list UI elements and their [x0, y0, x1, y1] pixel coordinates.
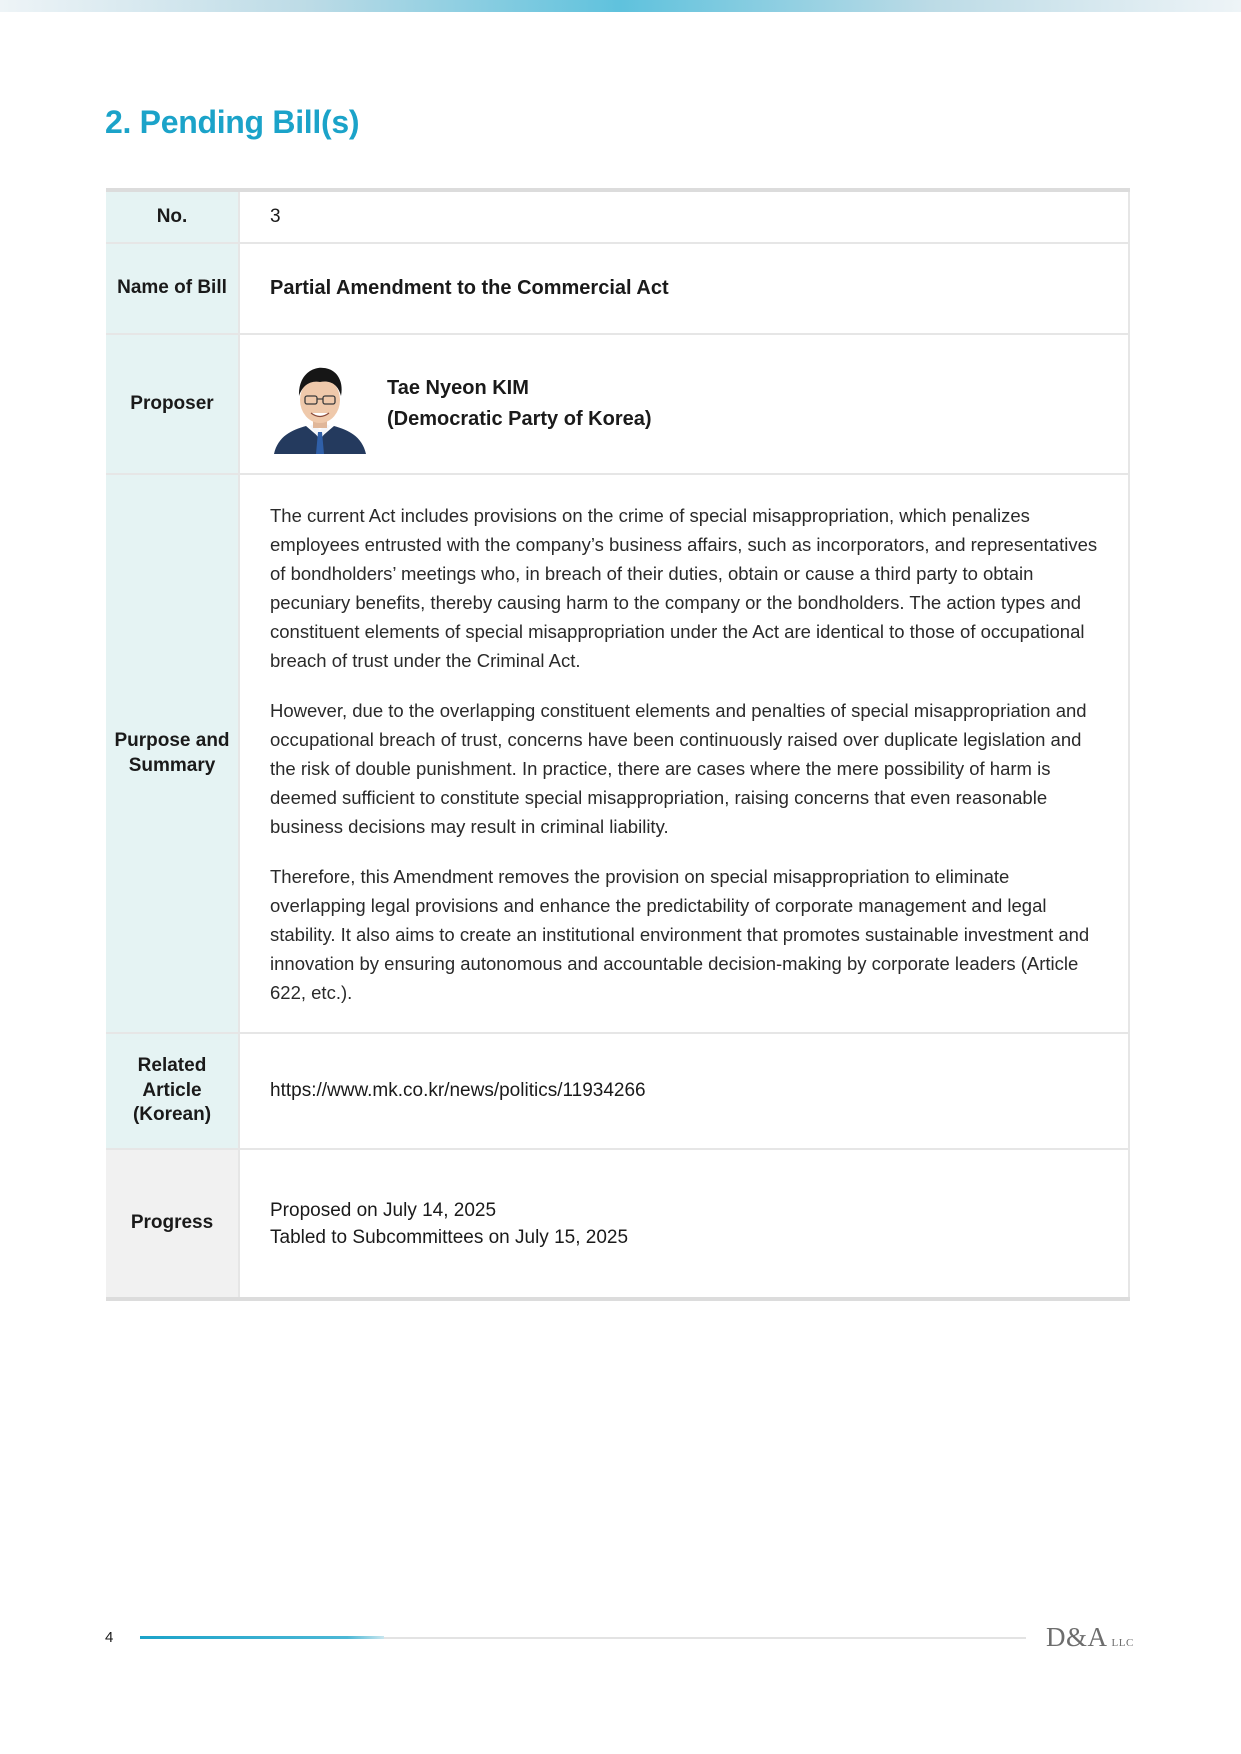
row-name [106, 243, 1129, 334]
row-purpose [106, 474, 1129, 1033]
progress-label: Progress [106, 1149, 239, 1299]
progress-line-2: Tabled to Subcommittees on July 15, 2025 [270, 1226, 629, 1248]
bill-name: Partial Amendment to the Commercial Act [270, 277, 669, 300]
progress-line-1: Proposed on July 14, 2025 [270, 1199, 497, 1221]
row-progress [106, 1149, 1129, 1299]
related-label: Related Article (Korean) [106, 1033, 239, 1149]
purpose-label: Purpose and Summary [106, 474, 239, 1033]
no-value: 3 [239, 190, 1129, 243]
proposer-wrap [270, 354, 1104, 454]
name-value-cell [239, 243, 1129, 334]
section-title: 2. Pending Bill(s) [105, 104, 360, 140]
related-article-link[interactable]: https://www.mk.co.kr/news/politics/11934266 [270, 1079, 646, 1101]
purpose-paragraph-1: The current Act includes provisions on the crime of special misappropriation, which penalizes employees entrusted with the company’s business affairs, such as incorporators, and representatives of bondholders’ meetings who, in breach of their duties, obtain or cause a third party to obtain pecuniary benefits, thereby causing harm to the company or the bondholders. The action types and constituent elements of special misappropriation under the Act are identical to those of occupational breach of trust under the Criminal Act. [270, 504, 1098, 671]
proposer-label: Proposer [106, 334, 239, 474]
no-label: No. [106, 190, 239, 243]
purpose-paragraph-2: However, due to the overlapping constituent elements and penalties of special misappropriation and occupational breach of trust, concerns have been continuously raised over duplicate legislation and the risk of double punishment. In practice, there are cases where the mere possibility of harm is deemed sufficient to constitute special misappropriation, raising concerns that even reasonable business decisions may result in criminal liability. [270, 699, 1087, 837]
row-proposer [106, 334, 1129, 474]
purpose-paragraph-3: Therefore, this Amendment removes the provision on special misappropriation to eliminate overlapping legal provisions and enhance the predictability of corporate management and legal stability. It also aims to create an institutional environment that promotes sustainable investment and innovation by ensuring autonomous and accountable decision-making by corporate leaders (Article 622, etc.). [270, 865, 1090, 1003]
bill-table [106, 188, 1130, 1301]
logo-text: D&A [1046, 1622, 1108, 1652]
proposer-name: Tae Nyeon KIM [387, 377, 529, 399]
footer-divider-accent [140, 1636, 384, 1639]
row-no [106, 190, 1129, 243]
proposer-text [387, 373, 652, 435]
top-gradient-bar [0, 0, 1241, 12]
name-label: Name of Bill [106, 243, 239, 334]
proposer-photo [270, 358, 370, 454]
logo-suffix: LLC [1111, 1637, 1134, 1649]
purpose-cell [239, 474, 1129, 1033]
progress-cell [239, 1149, 1129, 1299]
related-cell [239, 1033, 1129, 1149]
page-number: 4 [105, 1629, 114, 1646]
firm-logo [1046, 1622, 1134, 1653]
row-related [106, 1033, 1129, 1149]
proposer-cell [239, 334, 1129, 474]
proposer-party: (Democratic Party of Korea) [387, 408, 652, 430]
